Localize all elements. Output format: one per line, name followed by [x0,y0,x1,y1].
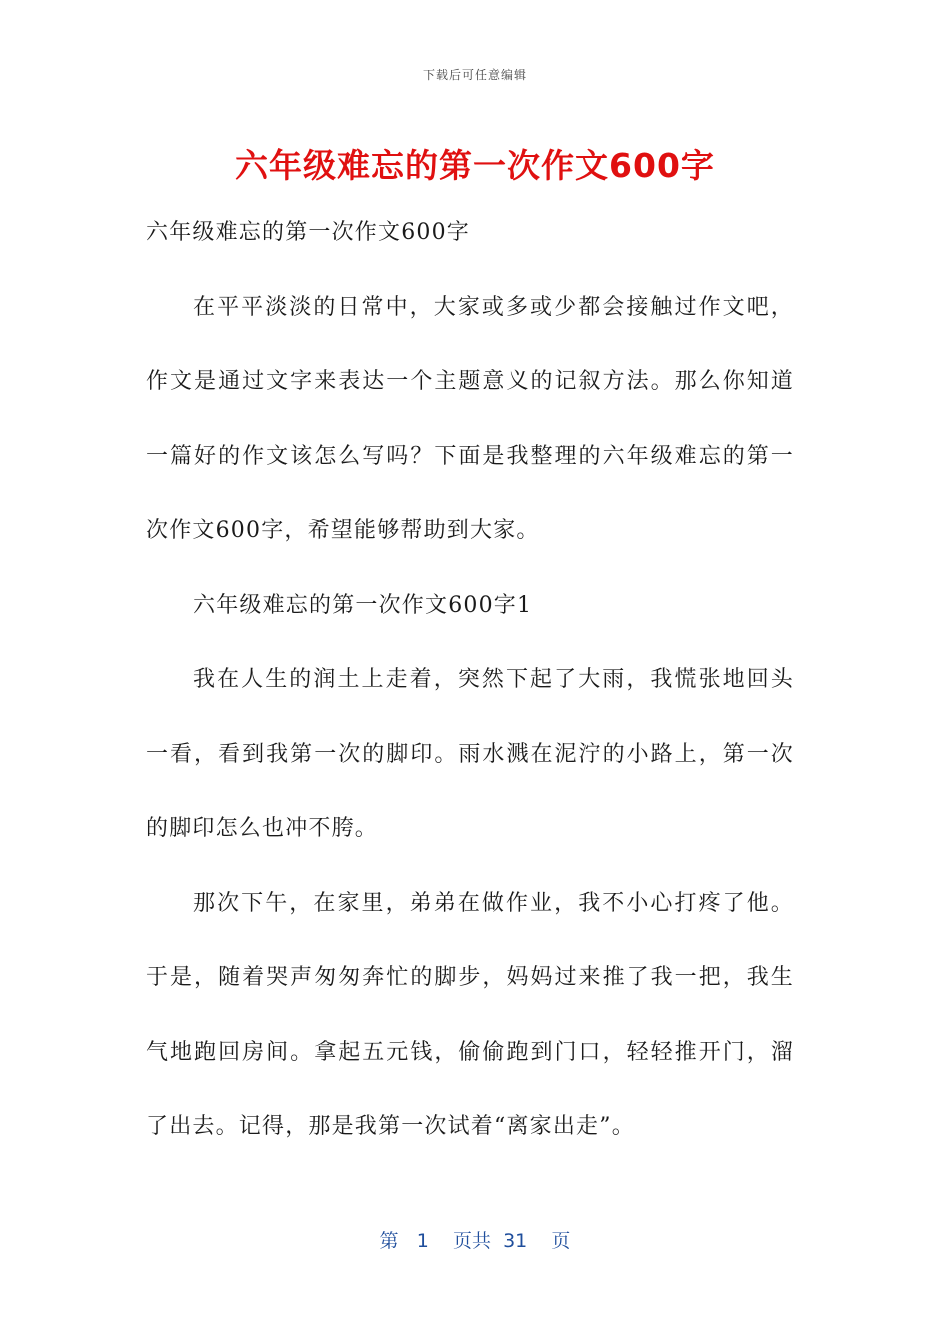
current-page-number: 1 [416,1230,429,1252]
page-prefix: 第 [379,1230,399,1252]
body-paragraph: 我在人生的润土上走着，突然下起了大雨，我慌张地回头一看，看到我第一次的脚印。雨水溅在泥泞的小路上，第一次的脚印怎么也冲不胯。 [146,667,794,841]
subtitle-paragraph: 六年级难忘的第一次作文600字 [146,220,470,245]
section-heading: 六年级难忘的第一次作文600字1 [193,592,533,618]
header-note: 下载后可任意编辑 [422,68,527,82]
document-title: 六年级难忘的第一次作文600字 [235,146,715,185]
intro-paragraph: 在平平淡淡的日常中，大家或多或少都会接触过作文吧，作文是通过文字来表达一个主题意义的记叙方法。那么你知道一篇好的作文该怎么写吗？下面是我整理的六年级难忘的第一次作文600字，希望能够帮助到大家。 [146,294,794,543]
document-body [146,196,794,1165]
total-pages-number: 31 [503,1230,528,1252]
page-footer [0,1226,950,1253]
page-suffix: 页 [551,1230,571,1252]
body-paragraph: 那次下午，在家里，弟弟在做作业，我不小心打疼了他。于是，随着哭声匆匆奔忙的脚步，妈妈过来推了我一把，我生气地跑回房间。拿起五元钱，偷偷跑到门口，轻轻推开门，溜了出去。记得，那是我第一次试着“离家出走”。 [146,890,794,1139]
page-mid-text: 页共 [452,1230,491,1252]
